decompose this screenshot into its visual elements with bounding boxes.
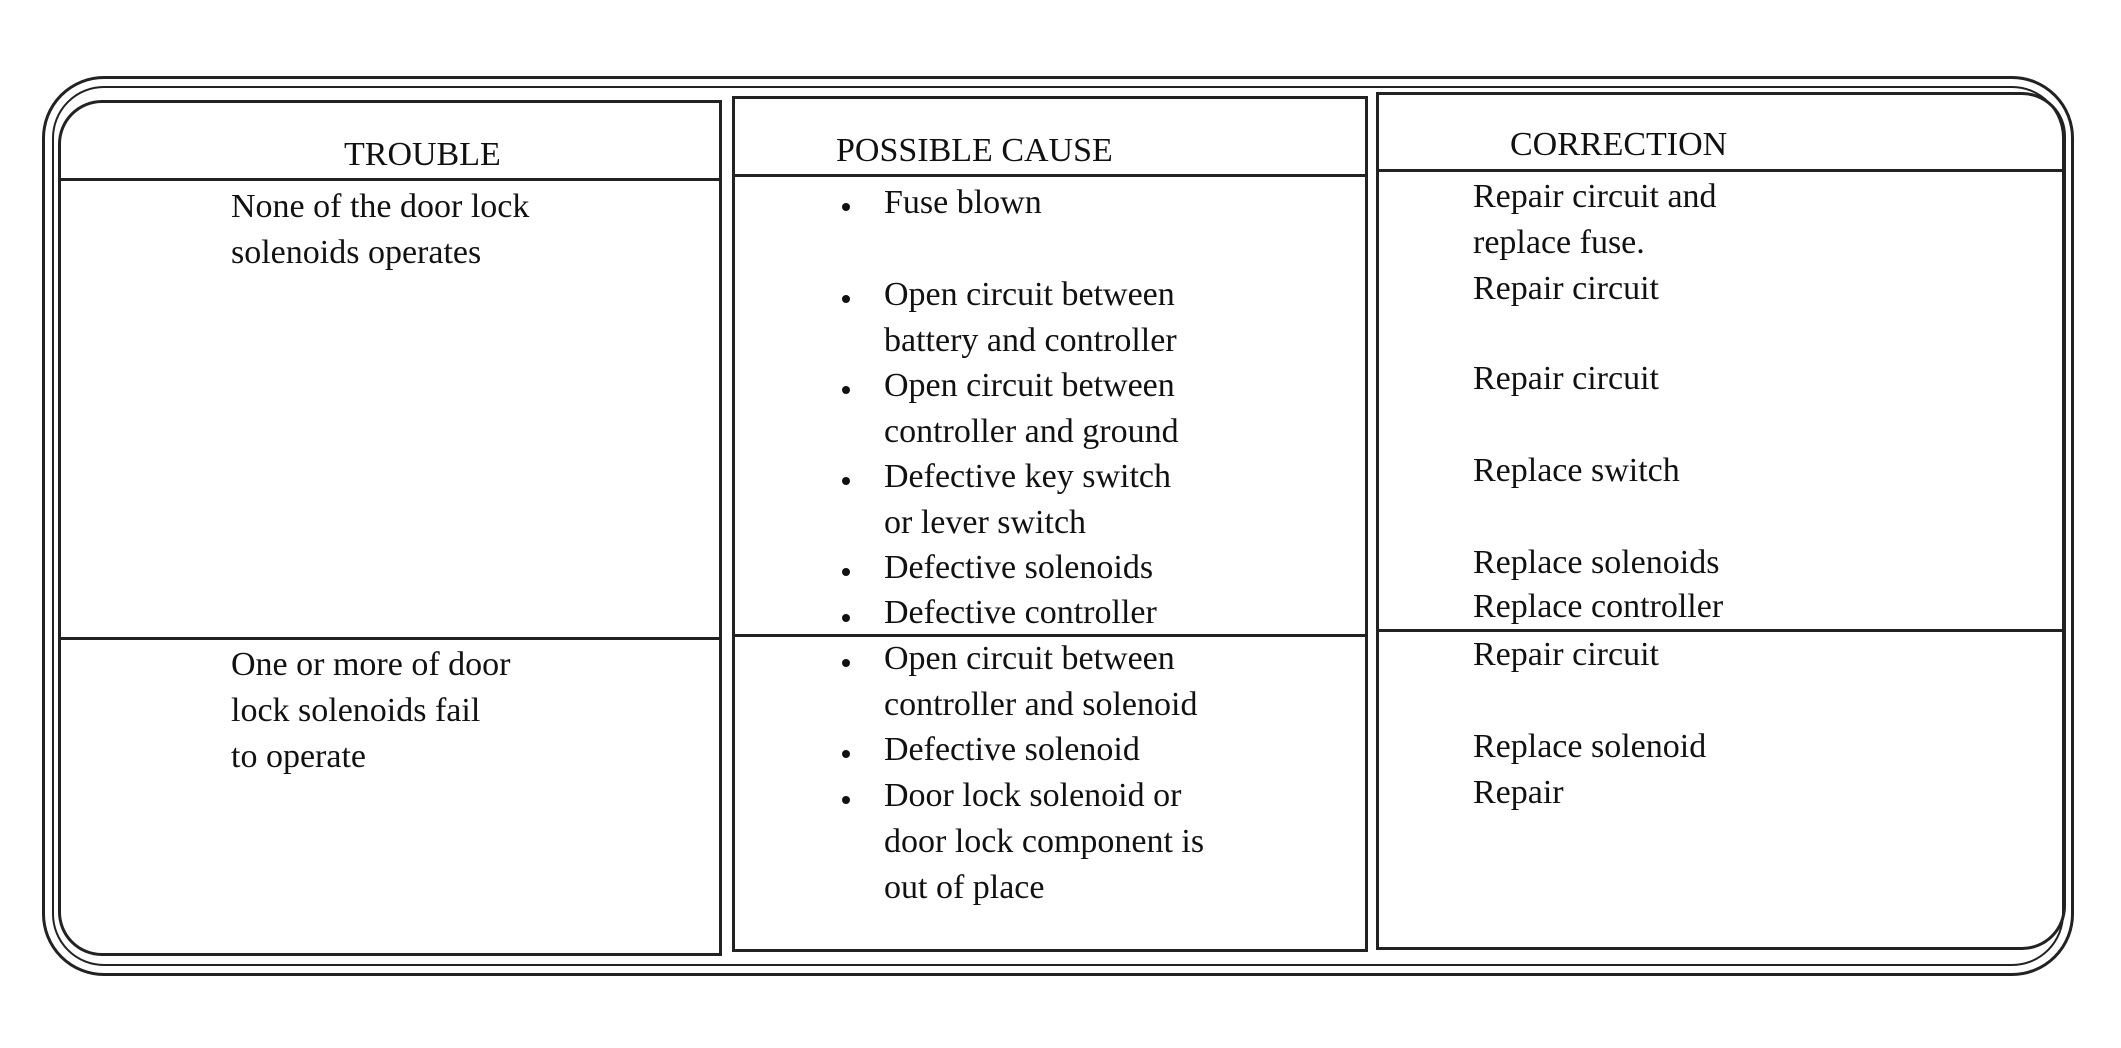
cause-text: Open circuit between bbox=[884, 367, 1175, 404]
cause-text: Defective solenoid bbox=[884, 731, 1140, 768]
cause-text: or lever switch bbox=[884, 504, 1087, 541]
cause-text: out of place bbox=[884, 869, 1045, 906]
correction-header: CORRECTION bbox=[1510, 126, 1728, 163]
trouble-text: lock solenoids fail bbox=[231, 692, 481, 729]
correction-header-divider bbox=[1376, 169, 2066, 172]
cause-text: Open circuit between bbox=[884, 640, 1175, 677]
cause-text: Fuse blown bbox=[884, 184, 1042, 221]
bullet-icon bbox=[842, 796, 850, 804]
correction-text: Repair circuit bbox=[1473, 360, 1659, 397]
cause-text: Door lock solenoid or bbox=[884, 777, 1182, 814]
correction-text: Replace solenoids bbox=[1473, 544, 1720, 581]
trouble-text: solenoids operates bbox=[231, 234, 482, 271]
cause-text: Defective controller bbox=[884, 594, 1157, 631]
cause-text: door lock component is bbox=[884, 823, 1205, 860]
trouble-text: to operate bbox=[231, 738, 366, 775]
possible-cause-header: POSSIBLE CAUSE bbox=[836, 132, 1113, 169]
trouble-row-divider bbox=[58, 637, 722, 640]
cause-header-divider bbox=[732, 174, 1368, 177]
correction-text: Replace solenoid bbox=[1473, 728, 1707, 765]
trouble-text: None of the door lock bbox=[231, 188, 530, 225]
bullet-icon bbox=[842, 477, 850, 485]
cause-text: Open circuit between bbox=[884, 276, 1175, 313]
bullet-icon bbox=[842, 659, 850, 667]
correction-text: replace fuse. bbox=[1473, 224, 1645, 261]
cause-text: controller and solenoid bbox=[884, 686, 1198, 723]
cause-text: Defective solenoids bbox=[884, 549, 1154, 586]
bullet-icon bbox=[842, 568, 850, 576]
cause-text: Defective key switch bbox=[884, 458, 1171, 495]
bullet-icon bbox=[842, 295, 850, 303]
correction-text: Repair circuit bbox=[1473, 270, 1659, 307]
bullet-icon bbox=[842, 203, 850, 211]
correction-text: Repair circuit and bbox=[1473, 178, 1717, 215]
correction-text: Replace controller bbox=[1473, 588, 1724, 625]
trouble-text: One or more of door bbox=[231, 646, 511, 683]
bullet-icon bbox=[842, 386, 850, 394]
cause-text: battery and controller bbox=[884, 322, 1177, 359]
correction-text: Replace switch bbox=[1473, 452, 1680, 489]
correction-text: Repair circuit bbox=[1473, 636, 1659, 673]
cause-text: controller and ground bbox=[884, 413, 1179, 450]
bullet-icon bbox=[842, 750, 850, 758]
bullet-icon bbox=[842, 614, 850, 622]
trouble-header: TROUBLE bbox=[344, 136, 501, 173]
trouble-header-divider bbox=[58, 178, 722, 181]
correction-text: Repair bbox=[1473, 774, 1564, 811]
